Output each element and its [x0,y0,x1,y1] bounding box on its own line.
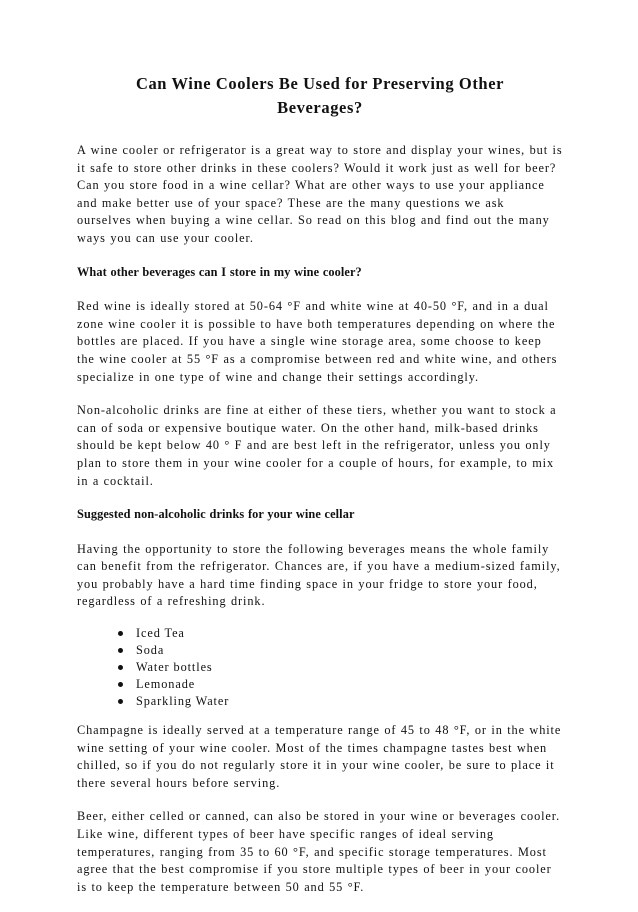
list-item: Iced Tea [118,625,563,642]
page-title: Can Wine Coolers Be Used for Preserving Other Beverages? [135,74,505,117]
list-item: Water bottles [118,659,563,676]
paragraph-non-alcoholic: Non-alcoholic drinks are fine at either of these tiers, whether you want to stock a can of soda or expensive boutique water. On the other hand, milk-based drinks should be kept below 40 ° F and are best left in the refrigerator, unless you only plan to store them in your wine cooler for a couple of hours, for example, to mix in a cocktail. [77,403,557,488]
paragraph-wine-temperatures: Red wine is ideally stored at 50-64 °F and white wine at 40-50 °F, and in a dual zone wine cooler it is possible to have both temperatures depending on where the bottles are placed. If you have a single wine storage area, some choose to keep the wine cooler at 55 °F as a compromise between red and white wine, and others specialize in one type of wine and change their settings accordingly. [77,299,558,384]
list-item: Soda [118,642,563,659]
drinks-list [77,625,563,710]
section-heading-other-beverages: What other beverages can I store in my wine cooler? [77,264,362,279]
list-item: Lemonade [118,676,563,693]
paragraph-family-benefit: Having the opportunity to store the following beverages means the whole family can benefit from the refrigerator. Chances are, if you have a medium-sized family, you probably have a hard time finding space in your fridge to store your food, regardless of a refreshing drink. [77,541,561,609]
paragraph-champagne: Champagne is ideally served at a temperature range of 45 to 48 °F, or in the white wine setting of your wine cooler. Most of the times champagne tastes best when chilled, so if you do not regularly store it in your wine cooler, be sure to place it there several hours before serving. [77,723,562,790]
section-heading-suggested-drinks: Suggested non-alcoholic drinks for your wine cellar [77,507,355,522]
document-page [77,72,563,912]
intro-paragraph: A wine cooler or refrigerator is a great way to store and display your wines, but is it safe to store other drinks in these coolers? Would it work just as well for beer? Can you store food in a wine cellar? What are other ways to use your appliance and make better use of your space? These are the many questions we ask ourselves when buying a wine cellar. So read on this blog and find out the many ways you can use your cooler. [77,143,563,245]
paragraph-beer: Beer, either celled or canned, can also be stored in your wine or beverages cooler. Like wine, different types of beer have specific ranges of ideal serving temperatures, ranging from 35 to 60 °F, and specific storage temperatures. Most agree that the best compromise if you store multiple types of beer in your cooler is to keep the temperature between 50 and 55 °F. [77,809,561,894]
list-item: Sparkling Water [118,693,563,710]
